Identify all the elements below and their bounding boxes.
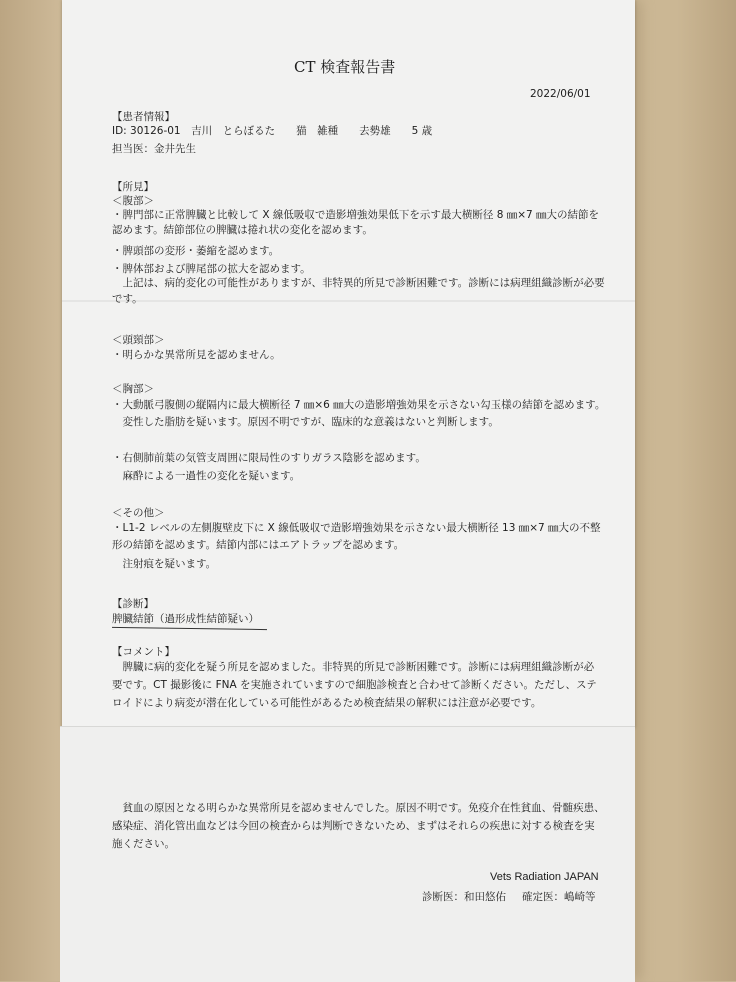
abdomen-label: ＜腹部＞ [112, 195, 154, 207]
other-line: ・L1-2 レベルの左側腹壁皮下に X 線低吸収で造影増強効果を示さない最大横断径 13 ㎜×7 ㎜大の不整 [112, 522, 601, 534]
chest-line: ・大動脈弓腹側の縦隔内に最大横断径 7 ㎜×6 ㎜大の造影増強効果を示さない勾玉様の結節を認めます。 [112, 399, 606, 411]
abdomen-line: 上記は、病的変化の可能性がありますが、非特異的所見で診断困難です。診断には病理組織診断が必要 [112, 277, 605, 289]
head-neck-line: ・明らかな異常所見を認めません。 [112, 349, 281, 361]
chest-line: 変性した脂肪を疑います。原因不明ですが、臨床的な意義はないと判断します。 [112, 416, 499, 428]
abdomen-line: ・脾頭部の変形・萎縮を認めます。 [112, 245, 280, 257]
other-line: 注射痕を疑います。 [112, 558, 217, 570]
patient-info: ID: 30126-01 吉川 とらぼるた 猫 雑種 去勢雄 5 歳 [112, 125, 433, 137]
abdomen-line: ・脾門部に正常脾臓と比較して X 線低吸収で造影増強効果低下を示す最大横断径 8 ㎜×7 ㎜大の結節を [112, 209, 600, 221]
report-title: CT 検査報告書 [294, 58, 396, 76]
confirming-doctor: 確定医：嶋崎等 [522, 891, 596, 903]
addendum-line: 貧血の原因となる明らかな異常所見を認めませんでした。原因不明です。免疫介在性貧血、骨髄疾患、 [112, 802, 605, 814]
addendum-line: 感染症、消化管出血などは今回の検査からは判断できないため、まずはそれらの疾患に対する検査を実 [112, 820, 595, 832]
comment-line: 脾臓に病的変化を疑う所見を認めました。非特異的所見で診断困難です。診断には病理組織診断が必 [112, 661, 595, 673]
chest-line: 麻酔による一過性の変化を疑います。 [112, 470, 301, 482]
addendum-line: 施ください。 [112, 838, 175, 850]
diagnosing-doctor: 診断医：和田悠佑 [422, 891, 506, 903]
other-line: 形の結節を認めます。結節内部にはエアトラップを認めます。 [112, 539, 405, 551]
head-neck-label: ＜頭頸部＞ [112, 334, 165, 346]
diagnosis-text: 脾臓結節（過形成性結節疑い） [112, 613, 259, 625]
comment-line: 要です。CT 撮影後に FNA を実施されていますので細胞診検査と合わせて診断ください。ただし、ステ [112, 679, 597, 691]
addendum-sheet [60, 726, 635, 982]
organization-name: Vets Radiation JAPAN [490, 871, 599, 883]
abdomen-line: です。 [112, 293, 143, 305]
paper-fold [62, 300, 635, 302]
diagnosis-header: 【診断】 [112, 598, 154, 610]
comment-line: ロイドにより病変が潜在化している可能性があるため検査結果の解釈には注意が必要です。 [112, 697, 542, 709]
other-label: ＜その他＞ [112, 507, 165, 519]
chest-line: ・右側肺前葉の気管支周囲に限局性のすりガラス陰影を認めます。 [112, 452, 426, 464]
patient-info-header: 【患者情報】 [112, 111, 175, 123]
abdomen-line: ・脾体部および脾尾部の拡大を認めます。 [112, 263, 311, 275]
comment-header: 【コメント】 [112, 646, 175, 658]
attending-doctor: 担当医：金井先生 [112, 143, 196, 155]
findings-header: 【所見】 [112, 181, 154, 193]
abdomen-line: 認めます。結節部位の脾臓は捲れ状の変化を認めます。 [112, 224, 373, 236]
report-date: 2022/06/01 [530, 88, 591, 100]
chest-label: ＜胸部＞ [112, 383, 154, 395]
